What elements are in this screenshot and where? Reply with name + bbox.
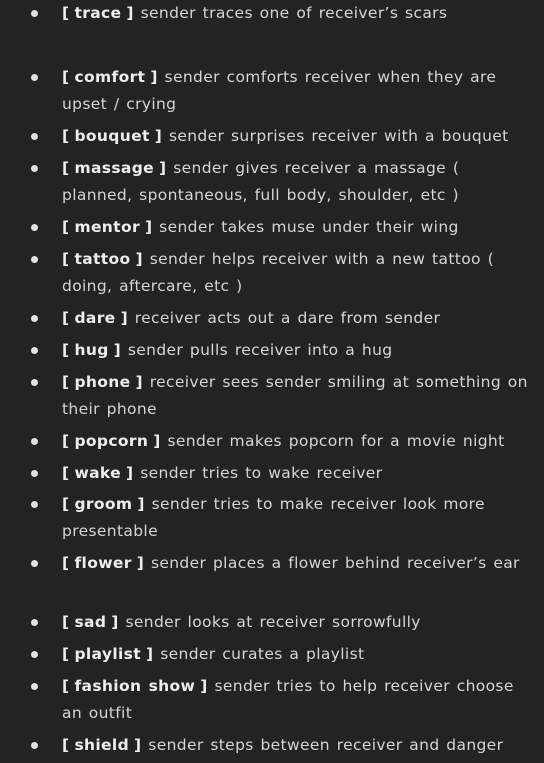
- prompt-text: [62, 428, 532, 455]
- prompt-keyword: tattoo: [74, 250, 131, 268]
- bullet-icon: [31, 619, 38, 626]
- prompt-description: sender tries to help receiver choose an outfit: [62, 677, 514, 722]
- close-bracket: ]: [126, 464, 134, 482]
- bullet-icon: [31, 501, 38, 508]
- prompt-text: [62, 673, 532, 727]
- bullet-icon: [31, 742, 38, 749]
- close-bracket: ]: [135, 250, 143, 268]
- open-bracket: [: [62, 464, 70, 482]
- bullet-icon: [31, 133, 38, 140]
- open-bracket: [: [62, 495, 70, 513]
- prompt-keyword: shield: [74, 736, 130, 754]
- prompt-text: [62, 64, 532, 118]
- prompt-description: sender pulls receiver into a hug: [127, 341, 393, 359]
- prompt-description: sender tries to wake receiver: [140, 464, 383, 482]
- prompt-keyword: mentor: [74, 218, 140, 236]
- close-bracket: ]: [200, 677, 208, 695]
- close-bracket: ]: [159, 159, 167, 177]
- close-bracket: ]: [150, 68, 158, 86]
- prompt-keyword: playlist: [74, 645, 141, 663]
- bullet-icon: [31, 224, 38, 231]
- close-bracket: ]: [144, 218, 153, 236]
- open-bracket: [: [62, 613, 70, 631]
- prompt-keyword: dare: [74, 309, 116, 327]
- prompt-keyword: massage: [74, 159, 155, 177]
- prompt-text: [62, 123, 532, 150]
- close-bracket: ]: [111, 613, 119, 631]
- open-bracket: [: [62, 159, 70, 177]
- prompt-description: sender places a flower behind receiver’s ear: [150, 554, 520, 572]
- prompt-description: sender helps receiver with a new tattoo ( doing, aftercare, etc ): [62, 250, 495, 295]
- bullet-icon: [31, 560, 38, 567]
- open-bracket: [: [62, 554, 70, 572]
- prompt-description: sender comforts receiver when they are upset / crying: [62, 68, 497, 113]
- prompt-keyword: wake: [74, 464, 122, 482]
- prompt-keyword: flower: [74, 554, 132, 572]
- prompt-text: [62, 155, 532, 209]
- close-bracket: ]: [120, 309, 128, 327]
- bullet-icon: [31, 74, 38, 81]
- prompt-description: sender steps between receiver and danger: [148, 736, 504, 754]
- prompt-text: [62, 0, 532, 27]
- close-bracket: ]: [134, 736, 142, 754]
- prompt-text: [62, 246, 532, 300]
- prompt-description: sender gives receiver a massage ( planned, spontaneous, full body, shoulder, etc ): [62, 159, 460, 204]
- prompt-keyword: comfort: [74, 68, 146, 86]
- prompt-text: [62, 305, 532, 332]
- prompt-text: [62, 491, 532, 545]
- bullet-icon: [31, 10, 38, 17]
- bullet-icon: [31, 165, 38, 172]
- prompt-keyword: hug: [74, 341, 109, 359]
- bullet-icon: [31, 470, 38, 477]
- open-bracket: [: [62, 373, 70, 391]
- prompt-description: sender traces one of receiver’s scars: [140, 4, 448, 22]
- open-bracket: [: [62, 250, 70, 268]
- prompt-description: sender tries to make receiver look more presentable: [62, 495, 485, 540]
- prompt-text: [62, 369, 532, 423]
- open-bracket: [: [62, 432, 70, 450]
- prompt-description: sender curates a playlist: [160, 645, 365, 663]
- close-bracket: ]: [135, 373, 143, 391]
- prompt-text: [62, 214, 532, 241]
- open-bracket: [: [62, 4, 70, 22]
- bullet-icon: [31, 651, 38, 658]
- prompt-keyword: trace: [74, 4, 122, 22]
- prompt-description: sender takes muse under their wing: [159, 218, 459, 236]
- prompt-description: receiver sees sender smiling at something on their phone: [62, 373, 528, 418]
- prompt-keyword: sad: [74, 613, 107, 631]
- bullet-icon: [31, 256, 38, 263]
- prompt-description: sender makes popcorn for a movie night: [167, 432, 505, 450]
- prompt-keyword: popcorn: [74, 432, 149, 450]
- close-bracket: ]: [136, 554, 145, 572]
- open-bracket: [: [62, 309, 70, 327]
- prompt-text: [62, 732, 532, 759]
- close-bracket: ]: [153, 432, 161, 450]
- close-bracket: ]: [126, 4, 134, 22]
- prompt-text: [62, 550, 532, 577]
- open-bracket: [: [62, 68, 70, 86]
- prompt-description: receiver acts out a dare from sender: [134, 309, 441, 327]
- bullet-icon: [31, 347, 38, 354]
- open-bracket: [: [62, 736, 70, 754]
- open-bracket: [: [62, 645, 70, 663]
- close-bracket: ]: [154, 127, 163, 145]
- bullet-icon: [31, 683, 38, 690]
- prompt-keyword: groom: [74, 495, 133, 513]
- close-bracket: ]: [113, 341, 122, 359]
- open-bracket: [: [62, 341, 70, 359]
- open-bracket: [: [62, 127, 70, 145]
- prompt-text: [62, 609, 532, 636]
- prompt-description: sender looks at receiver sorrowfully: [125, 613, 421, 631]
- prompt-text: [62, 460, 532, 487]
- bullet-icon: [31, 315, 38, 322]
- prompt-text: [62, 337, 532, 364]
- open-bracket: [: [62, 677, 70, 695]
- close-bracket: ]: [146, 645, 154, 663]
- close-bracket: ]: [137, 495, 145, 513]
- open-bracket: [: [62, 218, 70, 236]
- prompt-keyword: bouquet: [74, 127, 150, 145]
- prompt-description: sender surprises receiver with a bouquet: [168, 127, 509, 145]
- prompt-keyword: phone: [74, 373, 131, 391]
- prompt-keyword: fashion show: [74, 677, 196, 695]
- bullet-icon: [31, 438, 38, 445]
- bullet-icon: [31, 379, 38, 386]
- prompt-text: [62, 641, 532, 668]
